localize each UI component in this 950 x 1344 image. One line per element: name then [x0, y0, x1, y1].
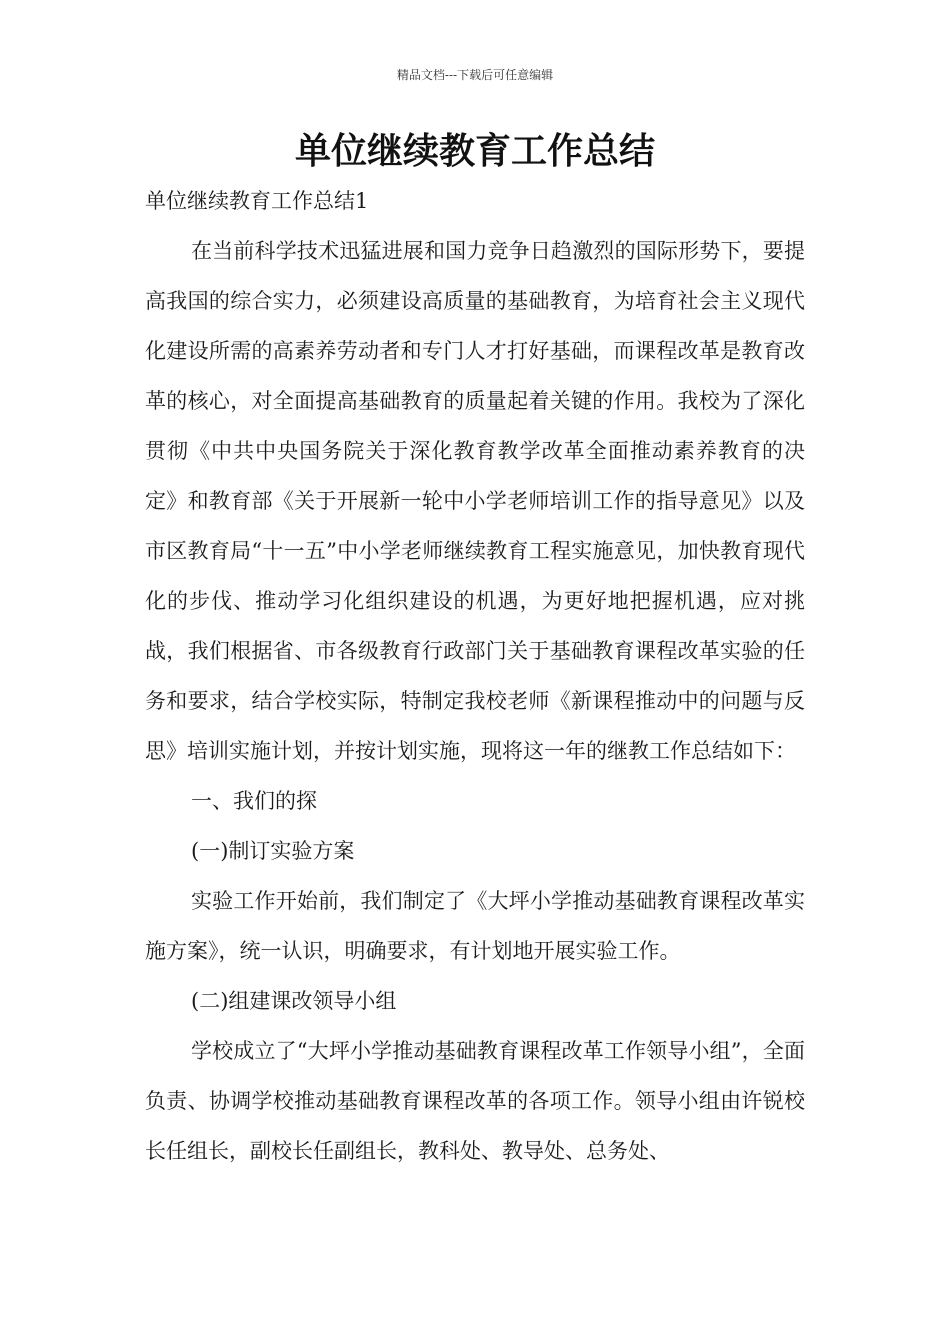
document-title: 单位继续教育工作总结 — [294, 131, 655, 172]
document-subtitle: 单位继续教育工作总结1 — [145, 189, 369, 213]
document-body — [145, 176, 805, 1176]
subsection-heading-2: (二)组建课改领导小组 — [191, 989, 397, 1013]
page-header: 精品文档---下载后可任意编辑 — [396, 68, 554, 82]
subsection-heading-1: (一)制订实验方案 — [191, 839, 355, 863]
paragraph-intro: 在当前科学技术迅猛进展和国力竞争日趋激烈的国际形势下，要提高我国的综合实力，必须建设高质量的基础教育，为培育社会主义现代化建设所需的高素养劳动者和专门人才打好基础，而课程改革是教育改革的核心，对全面提高基础教育的质量起着关键的作用。我校为了深化贯彻《中共中央国务院关于深化教育教学改革全面推动素养教育的决定》和教育部《关于开展新一轮中小学老师培训工作的指导意见》以及市区教育局“十一五”中小学老师继续教育工程实施意见，加快教育现代化的步伐、推动学习化组织建设的机遇，为更好地把握机遇，应对挑战，我们根据省、市各级教育行政部门关于基础教育课程改革实验的任务和要求，结合学校实际，特制定我校老师《新课程推动中的问题与反思》培训实施计划，并按计划实施，现将这一年的继教工作总结如下： — [145, 239, 805, 763]
section-heading-1: 一、我们的探 — [191, 789, 317, 813]
paragraph-plan: 实验工作开始前，我们制定了《大坪小学推动基础教育课程改革实施方案》，统一认识，明确要求，有计划地开展实验工作。 — [145, 889, 805, 963]
paragraph-leadership: 学校成立了“大坪小学推动基础教育课程改革工作领导小组”，全面负责、协调学校推动基础教育课程改革的各项工作。领导小组由许锐校长任组长，副校长任副组长，教科处、教导处、总务处、 — [145, 1039, 805, 1163]
